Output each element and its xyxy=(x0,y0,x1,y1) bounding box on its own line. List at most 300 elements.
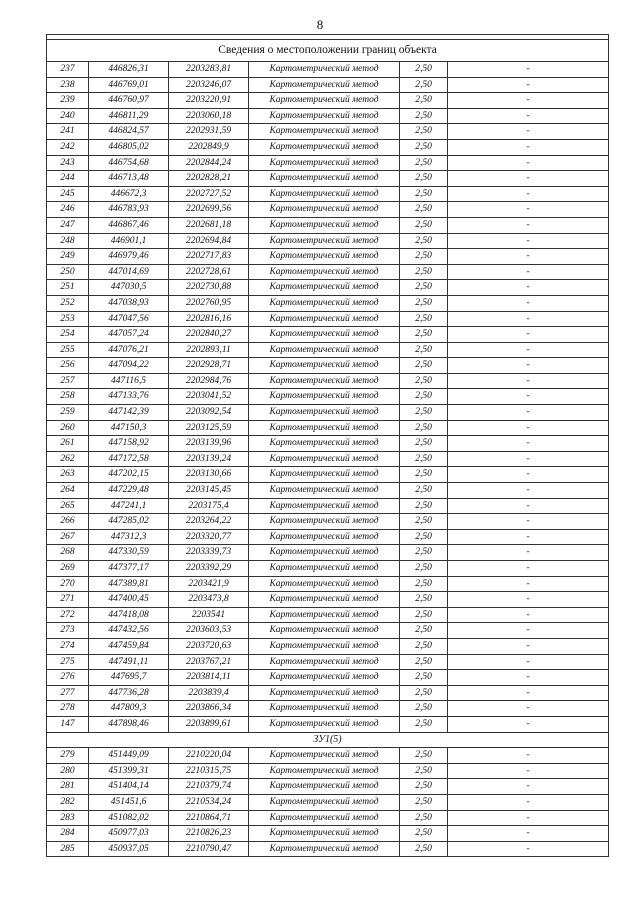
point-number-cell: 242 xyxy=(47,139,89,155)
accuracy-cell: 2,50 xyxy=(400,280,448,296)
y-coordinate-cell: 2210534,24 xyxy=(169,794,249,810)
y-coordinate-cell: 2202984,76 xyxy=(169,373,249,389)
method-cell: Картометрический метод xyxy=(249,264,400,280)
description-cell: - xyxy=(448,514,609,530)
table-row xyxy=(47,701,609,717)
accuracy-cell: 2,50 xyxy=(400,171,448,187)
table-row xyxy=(47,623,609,639)
y-coordinate-cell: 2203392,29 xyxy=(169,561,249,577)
point-number-cell: 240 xyxy=(47,108,89,124)
description-cell: - xyxy=(448,623,609,639)
point-number-cell: 255 xyxy=(47,342,89,358)
x-coordinate-cell: 446769,01 xyxy=(89,77,169,93)
description-cell: - xyxy=(448,202,609,218)
description-cell: - xyxy=(448,139,609,155)
accuracy-cell: 2,50 xyxy=(400,155,448,171)
description-cell: - xyxy=(448,451,609,467)
method-cell: Картометрический метод xyxy=(249,108,400,124)
table-row xyxy=(47,716,609,732)
method-cell: Картометрический метод xyxy=(249,295,400,311)
point-number-cell: 147 xyxy=(47,716,89,732)
table-heading: Сведения о местоположении границ объекта xyxy=(47,40,609,62)
method-cell: Картометрический метод xyxy=(249,514,400,530)
point-number-cell: 243 xyxy=(47,155,89,171)
accuracy-cell: 2,50 xyxy=(400,327,448,343)
description-cell: - xyxy=(448,670,609,686)
table-row xyxy=(47,62,609,78)
y-coordinate-cell: 2203541 xyxy=(169,607,249,623)
y-coordinate-cell: 2203060,18 xyxy=(169,108,249,124)
x-coordinate-cell: 447150,3 xyxy=(89,420,169,436)
table-row xyxy=(47,810,609,826)
x-coordinate-cell: 447047,56 xyxy=(89,311,169,327)
accuracy-cell: 2,50 xyxy=(400,342,448,358)
section-row xyxy=(47,732,609,748)
accuracy-cell: 2,50 xyxy=(400,186,448,202)
method-cell: Картометрический метод xyxy=(249,748,400,764)
method-cell: Картометрический метод xyxy=(249,467,400,483)
y-coordinate-cell: 2202727,52 xyxy=(169,186,249,202)
method-cell: Картометрический метод xyxy=(249,576,400,592)
x-coordinate-cell: 447094,22 xyxy=(89,358,169,374)
point-number-cell: 271 xyxy=(47,592,89,608)
point-number-cell: 279 xyxy=(47,748,89,764)
description-cell: - xyxy=(448,529,609,545)
method-cell: Картометрический метод xyxy=(249,483,400,499)
method-cell: Картометрический метод xyxy=(249,311,400,327)
accuracy-cell: 2,50 xyxy=(400,264,448,280)
accuracy-cell: 2,50 xyxy=(400,529,448,545)
accuracy-cell: 2,50 xyxy=(400,545,448,561)
accuracy-cell: 2,50 xyxy=(400,311,448,327)
description-cell: - xyxy=(448,62,609,78)
method-cell: Картометрический метод xyxy=(249,171,400,187)
point-number-cell: 270 xyxy=(47,576,89,592)
accuracy-cell: 2,50 xyxy=(400,592,448,608)
description-cell: - xyxy=(448,108,609,124)
x-coordinate-cell: 446783,93 xyxy=(89,202,169,218)
method-cell: Картометрический метод xyxy=(249,670,400,686)
y-coordinate-cell: 2203603,53 xyxy=(169,623,249,639)
y-coordinate-cell: 2202717,83 xyxy=(169,249,249,265)
x-coordinate-cell: 447076,21 xyxy=(89,342,169,358)
description-cell: - xyxy=(448,124,609,140)
table-row xyxy=(47,654,609,670)
table-row xyxy=(47,233,609,249)
accuracy-cell: 2,50 xyxy=(400,420,448,436)
y-coordinate-cell: 2203139,24 xyxy=(169,451,249,467)
accuracy-cell: 2,50 xyxy=(400,108,448,124)
x-coordinate-cell: 447330,59 xyxy=(89,545,169,561)
description-cell: - xyxy=(448,358,609,374)
y-coordinate-cell: 2202730,88 xyxy=(169,280,249,296)
y-coordinate-cell: 2202816,16 xyxy=(169,311,249,327)
description-cell: - xyxy=(448,280,609,296)
method-cell: Картометрический метод xyxy=(249,607,400,623)
accuracy-cell: 2,50 xyxy=(400,514,448,530)
point-number-cell: 253 xyxy=(47,311,89,327)
y-coordinate-cell: 2202694,84 xyxy=(169,233,249,249)
x-coordinate-cell: 447014,69 xyxy=(89,264,169,280)
point-number-cell: 237 xyxy=(47,62,89,78)
accuracy-cell: 2,50 xyxy=(400,748,448,764)
table-row xyxy=(47,373,609,389)
method-cell: Картометрический метод xyxy=(249,358,400,374)
table-row xyxy=(47,607,609,623)
description-cell: - xyxy=(448,467,609,483)
method-cell: Картометрический метод xyxy=(249,186,400,202)
description-cell: - xyxy=(448,295,609,311)
method-cell: Картометрический метод xyxy=(249,779,400,795)
point-number-cell: 241 xyxy=(47,124,89,140)
accuracy-cell: 2,50 xyxy=(400,436,448,452)
method-cell: Картометрический метод xyxy=(249,327,400,343)
x-coordinate-cell: 447241,1 xyxy=(89,498,169,514)
x-coordinate-cell: 447695,7 xyxy=(89,670,169,686)
point-number-cell: 249 xyxy=(47,249,89,265)
description-cell: - xyxy=(448,794,609,810)
method-cell: Картометрический метод xyxy=(249,716,400,732)
y-coordinate-cell: 2202699,56 xyxy=(169,202,249,218)
accuracy-cell: 2,50 xyxy=(400,763,448,779)
y-coordinate-cell: 2203139,96 xyxy=(169,436,249,452)
method-cell: Картометрический метод xyxy=(249,420,400,436)
method-cell: Картометрический метод xyxy=(249,139,400,155)
accuracy-cell: 2,50 xyxy=(400,139,448,155)
description-cell: - xyxy=(448,592,609,608)
table-heading-row xyxy=(47,40,609,62)
y-coordinate-cell: 2210379,74 xyxy=(169,779,249,795)
table-row xyxy=(47,545,609,561)
x-coordinate-cell: 451449,09 xyxy=(89,748,169,764)
y-coordinate-cell: 2203246,07 xyxy=(169,77,249,93)
description-cell: - xyxy=(448,311,609,327)
point-number-cell: 261 xyxy=(47,436,89,452)
point-number-cell: 239 xyxy=(47,93,89,109)
y-coordinate-cell: 2203145,45 xyxy=(169,483,249,499)
accuracy-cell: 2,50 xyxy=(400,654,448,670)
description-cell: - xyxy=(448,420,609,436)
y-coordinate-cell: 2202728,61 xyxy=(169,264,249,280)
description-cell: - xyxy=(448,748,609,764)
description-cell: - xyxy=(448,171,609,187)
accuracy-cell: 2,50 xyxy=(400,794,448,810)
method-cell: Картометрический метод xyxy=(249,62,400,78)
point-number-cell: 283 xyxy=(47,810,89,826)
accuracy-cell: 2,50 xyxy=(400,405,448,421)
description-cell: - xyxy=(448,716,609,732)
description-cell: - xyxy=(448,327,609,343)
accuracy-cell: 2,50 xyxy=(400,93,448,109)
x-coordinate-cell: 446867,46 xyxy=(89,217,169,233)
y-coordinate-cell: 2210864,71 xyxy=(169,810,249,826)
method-cell: Картометрический метод xyxy=(249,217,400,233)
description-cell: - xyxy=(448,93,609,109)
x-coordinate-cell: 447312,3 xyxy=(89,529,169,545)
accuracy-cell: 2,50 xyxy=(400,358,448,374)
y-coordinate-cell: 2203130,66 xyxy=(169,467,249,483)
table-row xyxy=(47,327,609,343)
y-coordinate-cell: 2202760,95 xyxy=(169,295,249,311)
method-cell: Картометрический метод xyxy=(249,841,400,857)
y-coordinate-cell: 2203767,21 xyxy=(169,654,249,670)
x-coordinate-cell: 450977,03 xyxy=(89,826,169,842)
table-row xyxy=(47,592,609,608)
x-coordinate-cell: 447202,15 xyxy=(89,467,169,483)
table-row xyxy=(47,576,609,592)
x-coordinate-cell: 446672,3 xyxy=(89,186,169,202)
y-coordinate-cell: 2203220,91 xyxy=(169,93,249,109)
x-coordinate-cell: 446824,57 xyxy=(89,124,169,140)
x-coordinate-cell: 447418,08 xyxy=(89,607,169,623)
point-number-cell: 268 xyxy=(47,545,89,561)
table-row xyxy=(47,342,609,358)
y-coordinate-cell: 2202828,21 xyxy=(169,171,249,187)
section-label: ЗУ1(5) xyxy=(47,732,609,748)
y-coordinate-cell: 2203175,4 xyxy=(169,498,249,514)
description-cell: - xyxy=(448,389,609,405)
accuracy-cell: 2,50 xyxy=(400,561,448,577)
table-row xyxy=(47,124,609,140)
x-coordinate-cell: 446805,02 xyxy=(89,139,169,155)
method-cell: Картометрический метод xyxy=(249,794,400,810)
method-cell: Картометрический метод xyxy=(249,561,400,577)
point-number-cell: 250 xyxy=(47,264,89,280)
y-coordinate-cell: 2210790,47 xyxy=(169,841,249,857)
point-number-cell: 263 xyxy=(47,467,89,483)
point-number-cell: 265 xyxy=(47,498,89,514)
accuracy-cell: 2,50 xyxy=(400,638,448,654)
table-row xyxy=(47,295,609,311)
table-row xyxy=(47,171,609,187)
point-number-cell: 254 xyxy=(47,327,89,343)
y-coordinate-cell: 2203899,61 xyxy=(169,716,249,732)
accuracy-cell: 2,50 xyxy=(400,576,448,592)
method-cell: Картометрический метод xyxy=(249,685,400,701)
point-number-cell: 272 xyxy=(47,607,89,623)
y-coordinate-cell: 2210315,75 xyxy=(169,763,249,779)
x-coordinate-cell: 446979,46 xyxy=(89,249,169,265)
method-cell: Картометрический метод xyxy=(249,280,400,296)
method-cell: Картометрический метод xyxy=(249,545,400,561)
accuracy-cell: 2,50 xyxy=(400,202,448,218)
point-number-cell: 247 xyxy=(47,217,89,233)
table-row xyxy=(47,794,609,810)
method-cell: Картометрический метод xyxy=(249,93,400,109)
x-coordinate-cell: 446754,68 xyxy=(89,155,169,171)
point-number-cell: 264 xyxy=(47,483,89,499)
point-number-cell: 274 xyxy=(47,638,89,654)
method-cell: Картометрический метод xyxy=(249,810,400,826)
table-row xyxy=(47,467,609,483)
table-row xyxy=(47,217,609,233)
x-coordinate-cell: 447432,56 xyxy=(89,623,169,639)
point-number-cell: 281 xyxy=(47,779,89,795)
point-number-cell: 238 xyxy=(47,77,89,93)
x-coordinate-cell: 447057,24 xyxy=(89,327,169,343)
description-cell: - xyxy=(448,810,609,826)
y-coordinate-cell: 2202681,18 xyxy=(169,217,249,233)
description-cell: - xyxy=(448,576,609,592)
method-cell: Картометрический метод xyxy=(249,701,400,717)
x-coordinate-cell: 447116,5 xyxy=(89,373,169,389)
point-number-cell: 257 xyxy=(47,373,89,389)
y-coordinate-cell: 2210220,04 xyxy=(169,748,249,764)
description-cell: - xyxy=(448,483,609,499)
table-row xyxy=(47,264,609,280)
accuracy-cell: 2,50 xyxy=(400,373,448,389)
x-coordinate-cell: 447038,93 xyxy=(89,295,169,311)
y-coordinate-cell: 2202928,71 xyxy=(169,358,249,374)
x-coordinate-cell: 447459,84 xyxy=(89,638,169,654)
x-coordinate-cell: 446760,97 xyxy=(89,93,169,109)
x-coordinate-cell: 451399,31 xyxy=(89,763,169,779)
table-row xyxy=(47,763,609,779)
method-cell: Картометрический метод xyxy=(249,405,400,421)
x-coordinate-cell: 447491,11 xyxy=(89,654,169,670)
x-coordinate-cell: 451404,14 xyxy=(89,779,169,795)
point-number-cell: 246 xyxy=(47,202,89,218)
table-row xyxy=(47,249,609,265)
table-row xyxy=(47,280,609,296)
y-coordinate-cell: 2203720,63 xyxy=(169,638,249,654)
point-number-cell: 244 xyxy=(47,171,89,187)
accuracy-cell: 2,50 xyxy=(400,670,448,686)
description-cell: - xyxy=(448,841,609,857)
accuracy-cell: 2,50 xyxy=(400,233,448,249)
x-coordinate-cell: 447158,92 xyxy=(89,436,169,452)
accuracy-cell: 2,50 xyxy=(400,701,448,717)
point-number-cell: 248 xyxy=(47,233,89,249)
description-cell: - xyxy=(448,561,609,577)
point-number-cell: 277 xyxy=(47,685,89,701)
table-row xyxy=(47,483,609,499)
table-row xyxy=(47,358,609,374)
table-row xyxy=(47,451,609,467)
table-row xyxy=(47,826,609,842)
y-coordinate-cell: 2210826,23 xyxy=(169,826,249,842)
table-row xyxy=(47,685,609,701)
description-cell: - xyxy=(448,405,609,421)
point-number-cell: 245 xyxy=(47,186,89,202)
point-number-cell: 282 xyxy=(47,794,89,810)
method-cell: Картометрический метод xyxy=(249,342,400,358)
accuracy-cell: 2,50 xyxy=(400,716,448,732)
method-cell: Картометрический метод xyxy=(249,529,400,545)
table-row xyxy=(47,139,609,155)
method-cell: Картометрический метод xyxy=(249,124,400,140)
table-row xyxy=(47,77,609,93)
x-coordinate-cell: 446901,1 xyxy=(89,233,169,249)
description-cell: - xyxy=(448,77,609,93)
accuracy-cell: 2,50 xyxy=(400,841,448,857)
y-coordinate-cell: 2203839,4 xyxy=(169,685,249,701)
x-coordinate-cell: 447736,28 xyxy=(89,685,169,701)
y-coordinate-cell: 2203283,81 xyxy=(169,62,249,78)
table-row xyxy=(47,561,609,577)
table-row xyxy=(47,311,609,327)
x-coordinate-cell: 447229,48 xyxy=(89,483,169,499)
x-coordinate-cell: 450937,05 xyxy=(89,841,169,857)
table-row xyxy=(47,670,609,686)
table-row xyxy=(47,779,609,795)
table-row xyxy=(47,638,609,654)
method-cell: Картометрический метод xyxy=(249,155,400,171)
method-cell: Картометрический метод xyxy=(249,638,400,654)
accuracy-cell: 2,50 xyxy=(400,249,448,265)
method-cell: Картометрический метод xyxy=(249,202,400,218)
x-coordinate-cell: 446713,48 xyxy=(89,171,169,187)
accuracy-cell: 2,50 xyxy=(400,498,448,514)
description-cell: - xyxy=(448,685,609,701)
description-cell: - xyxy=(448,545,609,561)
x-coordinate-cell: 451451,6 xyxy=(89,794,169,810)
table-row xyxy=(47,93,609,109)
y-coordinate-cell: 2203264,22 xyxy=(169,514,249,530)
method-cell: Картометрический метод xyxy=(249,623,400,639)
point-number-cell: 276 xyxy=(47,670,89,686)
description-cell: - xyxy=(448,638,609,654)
description-cell: - xyxy=(448,826,609,842)
accuracy-cell: 2,50 xyxy=(400,623,448,639)
description-cell: - xyxy=(448,779,609,795)
x-coordinate-cell: 447133,76 xyxy=(89,389,169,405)
description-cell: - xyxy=(448,654,609,670)
method-cell: Картометрический метод xyxy=(249,498,400,514)
method-cell: Картометрический метод xyxy=(249,654,400,670)
y-coordinate-cell: 2202931,59 xyxy=(169,124,249,140)
page-number: 8 xyxy=(316,17,324,32)
x-coordinate-cell: 447172,58 xyxy=(89,451,169,467)
point-number-cell: 273 xyxy=(47,623,89,639)
y-coordinate-cell: 2202844,24 xyxy=(169,155,249,171)
point-number-cell: 262 xyxy=(47,451,89,467)
method-cell: Картометрический метод xyxy=(249,451,400,467)
point-number-cell: 258 xyxy=(47,389,89,405)
method-cell: Картометрический метод xyxy=(249,233,400,249)
x-coordinate-cell: 447809,3 xyxy=(89,701,169,717)
table-row xyxy=(47,436,609,452)
method-cell: Картометрический метод xyxy=(249,389,400,405)
table-row xyxy=(47,202,609,218)
x-coordinate-cell: 447377,17 xyxy=(89,561,169,577)
description-cell: - xyxy=(448,436,609,452)
y-coordinate-cell: 2203041,52 xyxy=(169,389,249,405)
table-row xyxy=(47,514,609,530)
y-coordinate-cell: 2202893,11 xyxy=(169,342,249,358)
y-coordinate-cell: 2203421,9 xyxy=(169,576,249,592)
accuracy-cell: 2,50 xyxy=(400,685,448,701)
accuracy-cell: 2,50 xyxy=(400,77,448,93)
point-number-cell: 278 xyxy=(47,701,89,717)
accuracy-cell: 2,50 xyxy=(400,62,448,78)
accuracy-cell: 2,50 xyxy=(400,217,448,233)
y-coordinate-cell: 2203339,73 xyxy=(169,545,249,561)
x-coordinate-cell: 447389,81 xyxy=(89,576,169,592)
description-cell: - xyxy=(448,217,609,233)
accuracy-cell: 2,50 xyxy=(400,779,448,795)
point-number-cell: 259 xyxy=(47,405,89,421)
accuracy-cell: 2,50 xyxy=(400,607,448,623)
table-row xyxy=(47,405,609,421)
y-coordinate-cell: 2203125,59 xyxy=(169,420,249,436)
point-number-cell: 275 xyxy=(47,654,89,670)
accuracy-cell: 2,50 xyxy=(400,810,448,826)
y-coordinate-cell: 2203320,77 xyxy=(169,529,249,545)
x-coordinate-cell: 447030,5 xyxy=(89,280,169,296)
table-row xyxy=(47,155,609,171)
x-coordinate-cell: 446811,29 xyxy=(89,108,169,124)
